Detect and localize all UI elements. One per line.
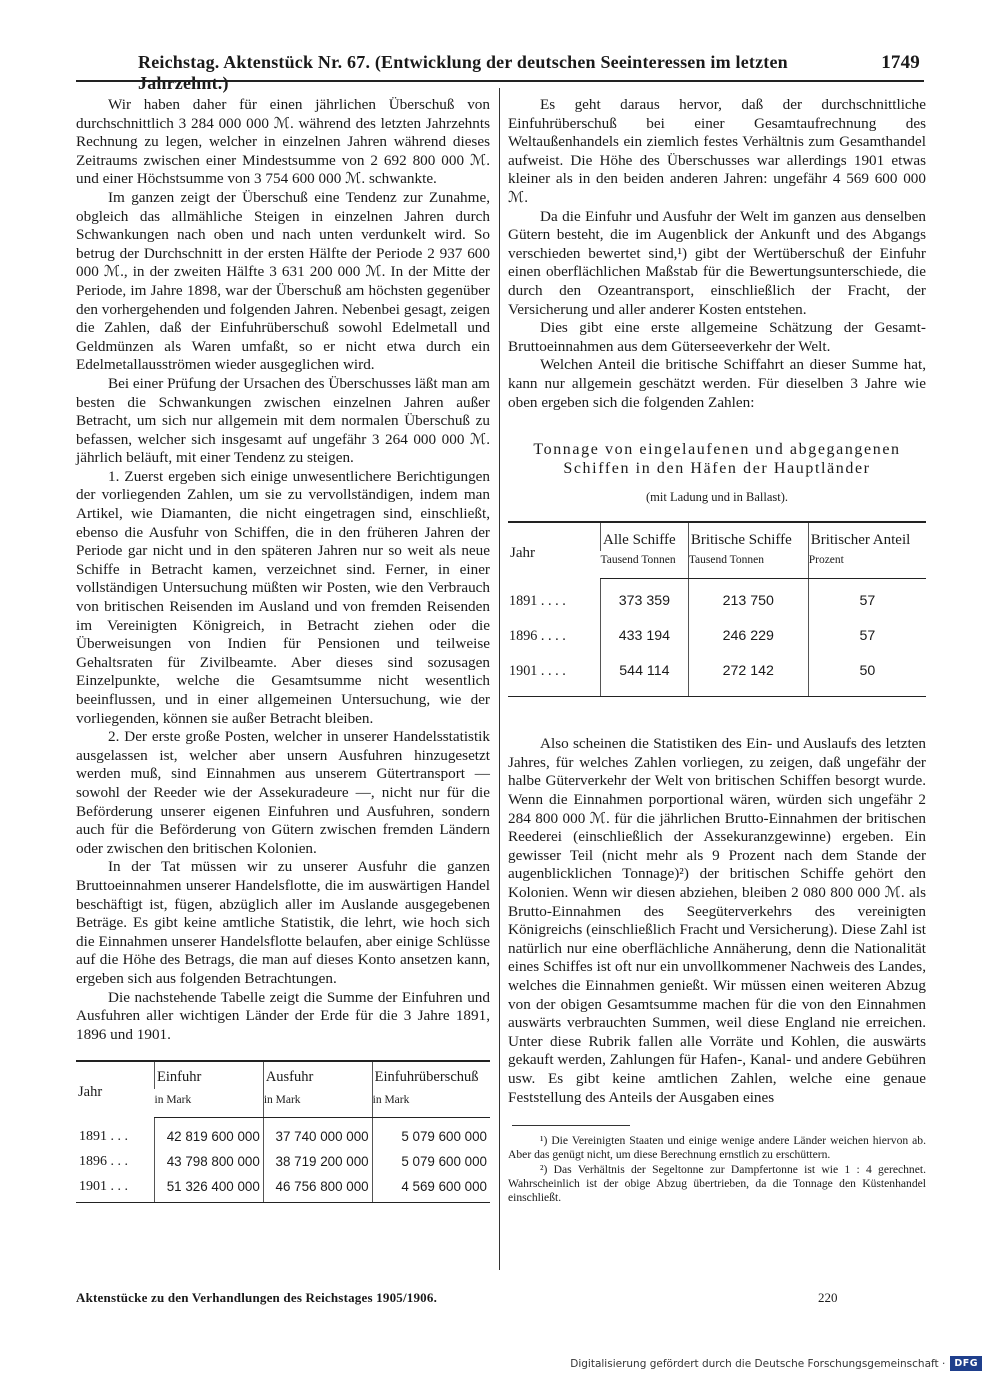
- table-header: Jahr: [76, 1061, 155, 1118]
- paragraph: 2. Der erste große Posten, welcher in unserer Handelsstatistik ausgelassen ist, welcher aber unsern Ausfuhren hinzugesetzt werden muß, sind Einnahmen aus unserem Gütertransport — sowohl der Reeder wie der Assekuradeure —, nicht nur für die Beförderung unserer eigenen Einfuhren und Ausfuhren, sondern auch für die Beförderung von Gütern zwischen fremden Ländern oder zwischen den britischen Kolonien.: [76, 728, 490, 857]
- table-header: Britische Schiffe: [688, 522, 808, 552]
- table-row: [76, 1118, 490, 1150]
- tonnage-table: [508, 521, 926, 698]
- paragraph: 1. Zuerst ergeben sich einige unwesentlichere Berichtigungen der vorliegenden Zahlen, um sie zu vervollständigen, indem man Artikel, wie Diamanten, die nicht eingetragen sind, einschließt, ebenso die Ausfuhr von Schiffen, die in den früheren Jahren der Periode gar nicht und in den späteren Jahren nur so weit als neue Schiffe in Betracht kamen, verzeichnet sind. Ferner, in einer vollständigen Untersuchung müßten wir Posten, wie den Verbrauch von britischen Reisenden im Ausland und von fremden Reisenden im Vereinigten Königreich, in Betracht ziehen oder die Überweisungen von Indien für Pensionen und teilweise Gehaltsraten für Zivilbeamte. Aber dieses sind sozusagen Einzelpunkte, welche die Gesamtsumme nicht wesentlich beeinflussen, und in einer allgemeinen Untersuchung, wie der vorliegenden, können sie außer Betracht bleiben.: [76, 467, 490, 727]
- table-unit: in Mark: [372, 1089, 490, 1118]
- paragraph: Im ganzen zeigt der Überschuß eine Tendenz zur Zunahme, obgleich das allmähliche Steigen in einzelnen Jahren durch Schwankungen nach oben und nach unten verdunkelt wird. So betrug der Durchschnitt in der ersten Hälfte der Periode 2 937 600 000 ℳ., in der zweiten Hälfte 3 631 200 000 ℳ. In der Mitte der Periode, im Jahre 1898, war der Überschuß am höchsten gegenüber den vorhergehenden und folgenden Jahren. Nebenbei gesagt, zeigen die Zahlen, daß der Einfuhrüberschuß sowohl Edelmetall und Geldmünzen als Waren umfaßt, so er nicht etwa durch ein Edelmetallausströmen wieder ausgeglichen wird.: [76, 188, 490, 374]
- table-cell: 1891 . . . .: [509, 593, 566, 610]
- table-cell: 57: [808, 619, 926, 654]
- table-cell: 51 326 400 000: [155, 1175, 264, 1203]
- table-unit: in Mark: [263, 1089, 372, 1118]
- table-header: Einfuhr: [155, 1061, 264, 1089]
- table-row: [508, 654, 926, 697]
- table-cell: 46 756 800 000: [263, 1175, 372, 1203]
- table-header: Jahr: [508, 522, 601, 579]
- table-cell: 43 798 800 000: [155, 1150, 264, 1175]
- table-cell: 433 194: [601, 619, 689, 654]
- table-header: Alle Schiffe: [601, 522, 689, 552]
- table-cell: 5 079 600 000: [372, 1150, 490, 1175]
- table-header: Ausfuhr: [263, 1061, 372, 1089]
- dfg-logo: DFG: [950, 1356, 982, 1371]
- table-cell: 246 229: [688, 619, 808, 654]
- paragraph: Dies gibt eine erste allgemeine Schätzung der Gesamt-Bruttoeinnahmen aus dem Güterseeverkehr der Welt.: [508, 319, 926, 355]
- table-header: Britischer Anteil: [808, 522, 926, 552]
- header-rule: [76, 80, 924, 82]
- table-cell: 1896 . . .: [79, 1154, 128, 1170]
- table-row: [508, 619, 926, 654]
- table-cell: 1901 . . .: [76, 1175, 155, 1203]
- table-unit: Prozent: [808, 551, 926, 579]
- paragraph: In der Tat müssen wir zu unserer Ausfuhr die ganzen Bruttoeinnahmen unserer Handelsflotte, die im auswärtigen Handel beschäftigt ist, fügen, abzüglich aller im Auslande ausgegebenen Beträge. Es gibt keine amtliche Statistik, die lehrt, wie hoch sich die Einnahmen unserer Handelsflotte belaufen, aber einige Schlüsse auf die Höhe des Betrags, die man auf dieses Konto ansetzen kann, ergeben sich aus folgenden Betrachtungen.: [76, 858, 490, 987]
- table-cell: 4 569 600 000: [372, 1175, 490, 1203]
- paragraph: Wir haben daher für einen jährlichen Überschuß von durchschnittlich 3 284 000 000 ℳ. während des letzten Jahrzehnts Rechnung zu legen, welcher in einzelnen Jahren während dieses Zeitraums zwischen einer Mindestsumme von 2 692 800 000 ℳ. und einer Höchstsumme von 3 754 600 000 ℳ. schwankte.: [76, 96, 490, 188]
- left-column: [76, 96, 490, 1203]
- paragraph: Die nachstehende Tabelle zeigt die Summe der Einfuhren und Ausfuhren aller wichtigen Länder der Erde für die 3 Jahre 1891, 1896 und 1901.: [76, 988, 490, 1043]
- table-title: Tonnage von eingelaufenen und abgegangenen Schiffen in den Häfen der Hauptländer: [533, 441, 901, 478]
- paragraph: Welchen Anteil die britische Schiffahrt an dieser Summe hat, kann nur allgemein geschätzt werden. Für dieselben 3 Jahre wie oben ergeben sich die folgenden Zahlen:: [508, 356, 926, 411]
- table-row: [508, 579, 926, 620]
- paragraph: Es geht daraus hervor, daß der durchschnittliche Einfuhrüberschuß bei einer Gesamtaufrechnung des Weltaußenhandels ein ziemlich festes Verhältnis zum Gesamthandel aufweist. Die Höhe des Überschusses war allerdings 1901 etwas kleiner als in den beiden anderen Jahren: ungefähr 4 569 600 000 ℳ.: [508, 96, 926, 206]
- table-cell: 42 819 600 000: [155, 1118, 264, 1150]
- table-cell: 50: [808, 654, 926, 697]
- table-header: Einfuhrüberschuß: [372, 1061, 490, 1089]
- table-cell: 373 359: [601, 579, 689, 620]
- right-column: [508, 96, 926, 1205]
- credit-text: Digitalisierung gefördert durch die Deutsche Forschungsgemeinschaft ·: [570, 1357, 946, 1370]
- paragraph: Bei einer Prüfung der Ursachen des Überschusses läßt man am besten die Schwankungen zwischen einzelnen Jahren außer Betracht, um sich nur allgemein mit dem normalen Überschuß zu befassen, welcher sich insgesamt auf ungefähr 3 264 000 000 ℳ. jährlich beläuft, mit einer Tendenz zu steigen.: [76, 374, 490, 467]
- paragraph: Also scheinen die Statistiken des Ein- und Auslaufs des letzten Jahres, für welches Zahlen vorliegen, zu zeigen, daß ungefähr der halbe Güterverkehr der Welt von britischen Schiffen besorgt wurde. Wenn die Einnahmen porportional wären, würden sich ungefähr 2 284 800 000 ℳ. für die jährlichen Brutto-Einnahmen der britischen Reederei (einschließlich der Assekuranzgewinne) ergeben. Ein gewisser Teil (nicht mehr als 9 Prozent nach dem Stande der augenblicklichen Tonnage)²) der britischen Schiffe gehört den Kolonien. Wenn wir diesen abziehen, bleiben 2 080 800 000 ℳ. als Brutto-Einnahmen des Seegüterverkehrs des vereinigten Königreichs (einschließlich Fracht und Versicherung). Diese Zahl ist natürlich nur eine oberflächliche Annäherung, denn die Nationalität eines Schiffes ist oft nur ein unvollkommener Nachweis des Landes, welches die Einnahmen genießt. Wir müssen einen weiteren Abzug von der obigen Gesamtsumme machen für die von den Einnahmen auswärts verbrauchten Summen, weil diese England nie erreichen. Unter diese Rubrik fallen alle Vorräte und Kohlen, die auswärts gekauft werden, Zahlungen für Hafen-, Kanal- und andere Gebühren usw. Es gibt keine amtlichen Zahlen, welche eine genaue Feststellung des Anteils der Ausgaben eines: [508, 735, 926, 1106]
- table-unit: Tausend Tonnen: [688, 551, 808, 579]
- column-divider: [499, 88, 500, 1270]
- page-header: [138, 52, 920, 93]
- table-cell: 544 114: [601, 654, 689, 697]
- footnote: ¹) Die Vereinigten Staaten und einige wenige andere Länder weichen hiervon ab. Aber das genügt nicht, um diese Berechnung ernstlich zu erschüttern.: [508, 1134, 926, 1162]
- table-unit: in Mark: [155, 1089, 264, 1118]
- header-page-number: 1749: [881, 52, 920, 73]
- digitization-credit: [570, 1356, 982, 1371]
- table-cell: 272 142: [688, 654, 808, 697]
- table-row: [76, 1150, 490, 1175]
- footnote: ²) Das Verhältnis der Segeltonne zur Dampfertonne ist wie 1 : 4 gerechnet. Wahrscheinlich ist der obige Abzug übertrieben, da die Tonnage den Küstenhandel einschließt.: [508, 1162, 926, 1204]
- table-row: [76, 1175, 490, 1203]
- footnote-rule: [512, 1125, 630, 1126]
- footer-page-number: 220: [818, 1290, 838, 1305]
- footer-source: Aktenstücke zu den Verhandlungen des Reichstages 1905/1906.: [76, 1290, 438, 1305]
- table-subtitle: (mit Ladung und in Ballast).: [646, 490, 788, 505]
- table-cell: 1891 . . .: [79, 1129, 128, 1145]
- table-unit: Tausend Tonnen: [601, 551, 689, 579]
- table-cell: 57: [808, 579, 926, 620]
- table-cell: 5 079 600 000: [372, 1118, 490, 1150]
- table-cell: 1896 . . . .: [509, 628, 566, 645]
- header-title: Reichstag. Aktenstück Nr. 67. (Entwicklung der deutschen Seeinteressen im letzten Jahrzehnt.): [138, 52, 788, 93]
- table-cell: 213 750: [688, 579, 808, 620]
- table-cell: 37 740 000 000: [263, 1118, 372, 1150]
- paragraph: Da die Einfuhr und Ausfuhr der Welt im ganzen aus denselben Gütern besteht, die im Augenblick der Ankunft und des Abgangs verschieden bewertet sind,¹) gibt der Wertüberschuß der Einfuhr einen oberflächlichen Maßstab für die Bewertungsunterschiede, die durch den Ozeantransport, einschließlich der Fracht, der Versicherung und aller anderer Kosten entstehen.: [508, 207, 926, 318]
- table-cell: 38 719 200 000: [263, 1150, 372, 1175]
- trade-table: [76, 1060, 490, 1203]
- table-cell: 1901 . . . .: [508, 654, 601, 697]
